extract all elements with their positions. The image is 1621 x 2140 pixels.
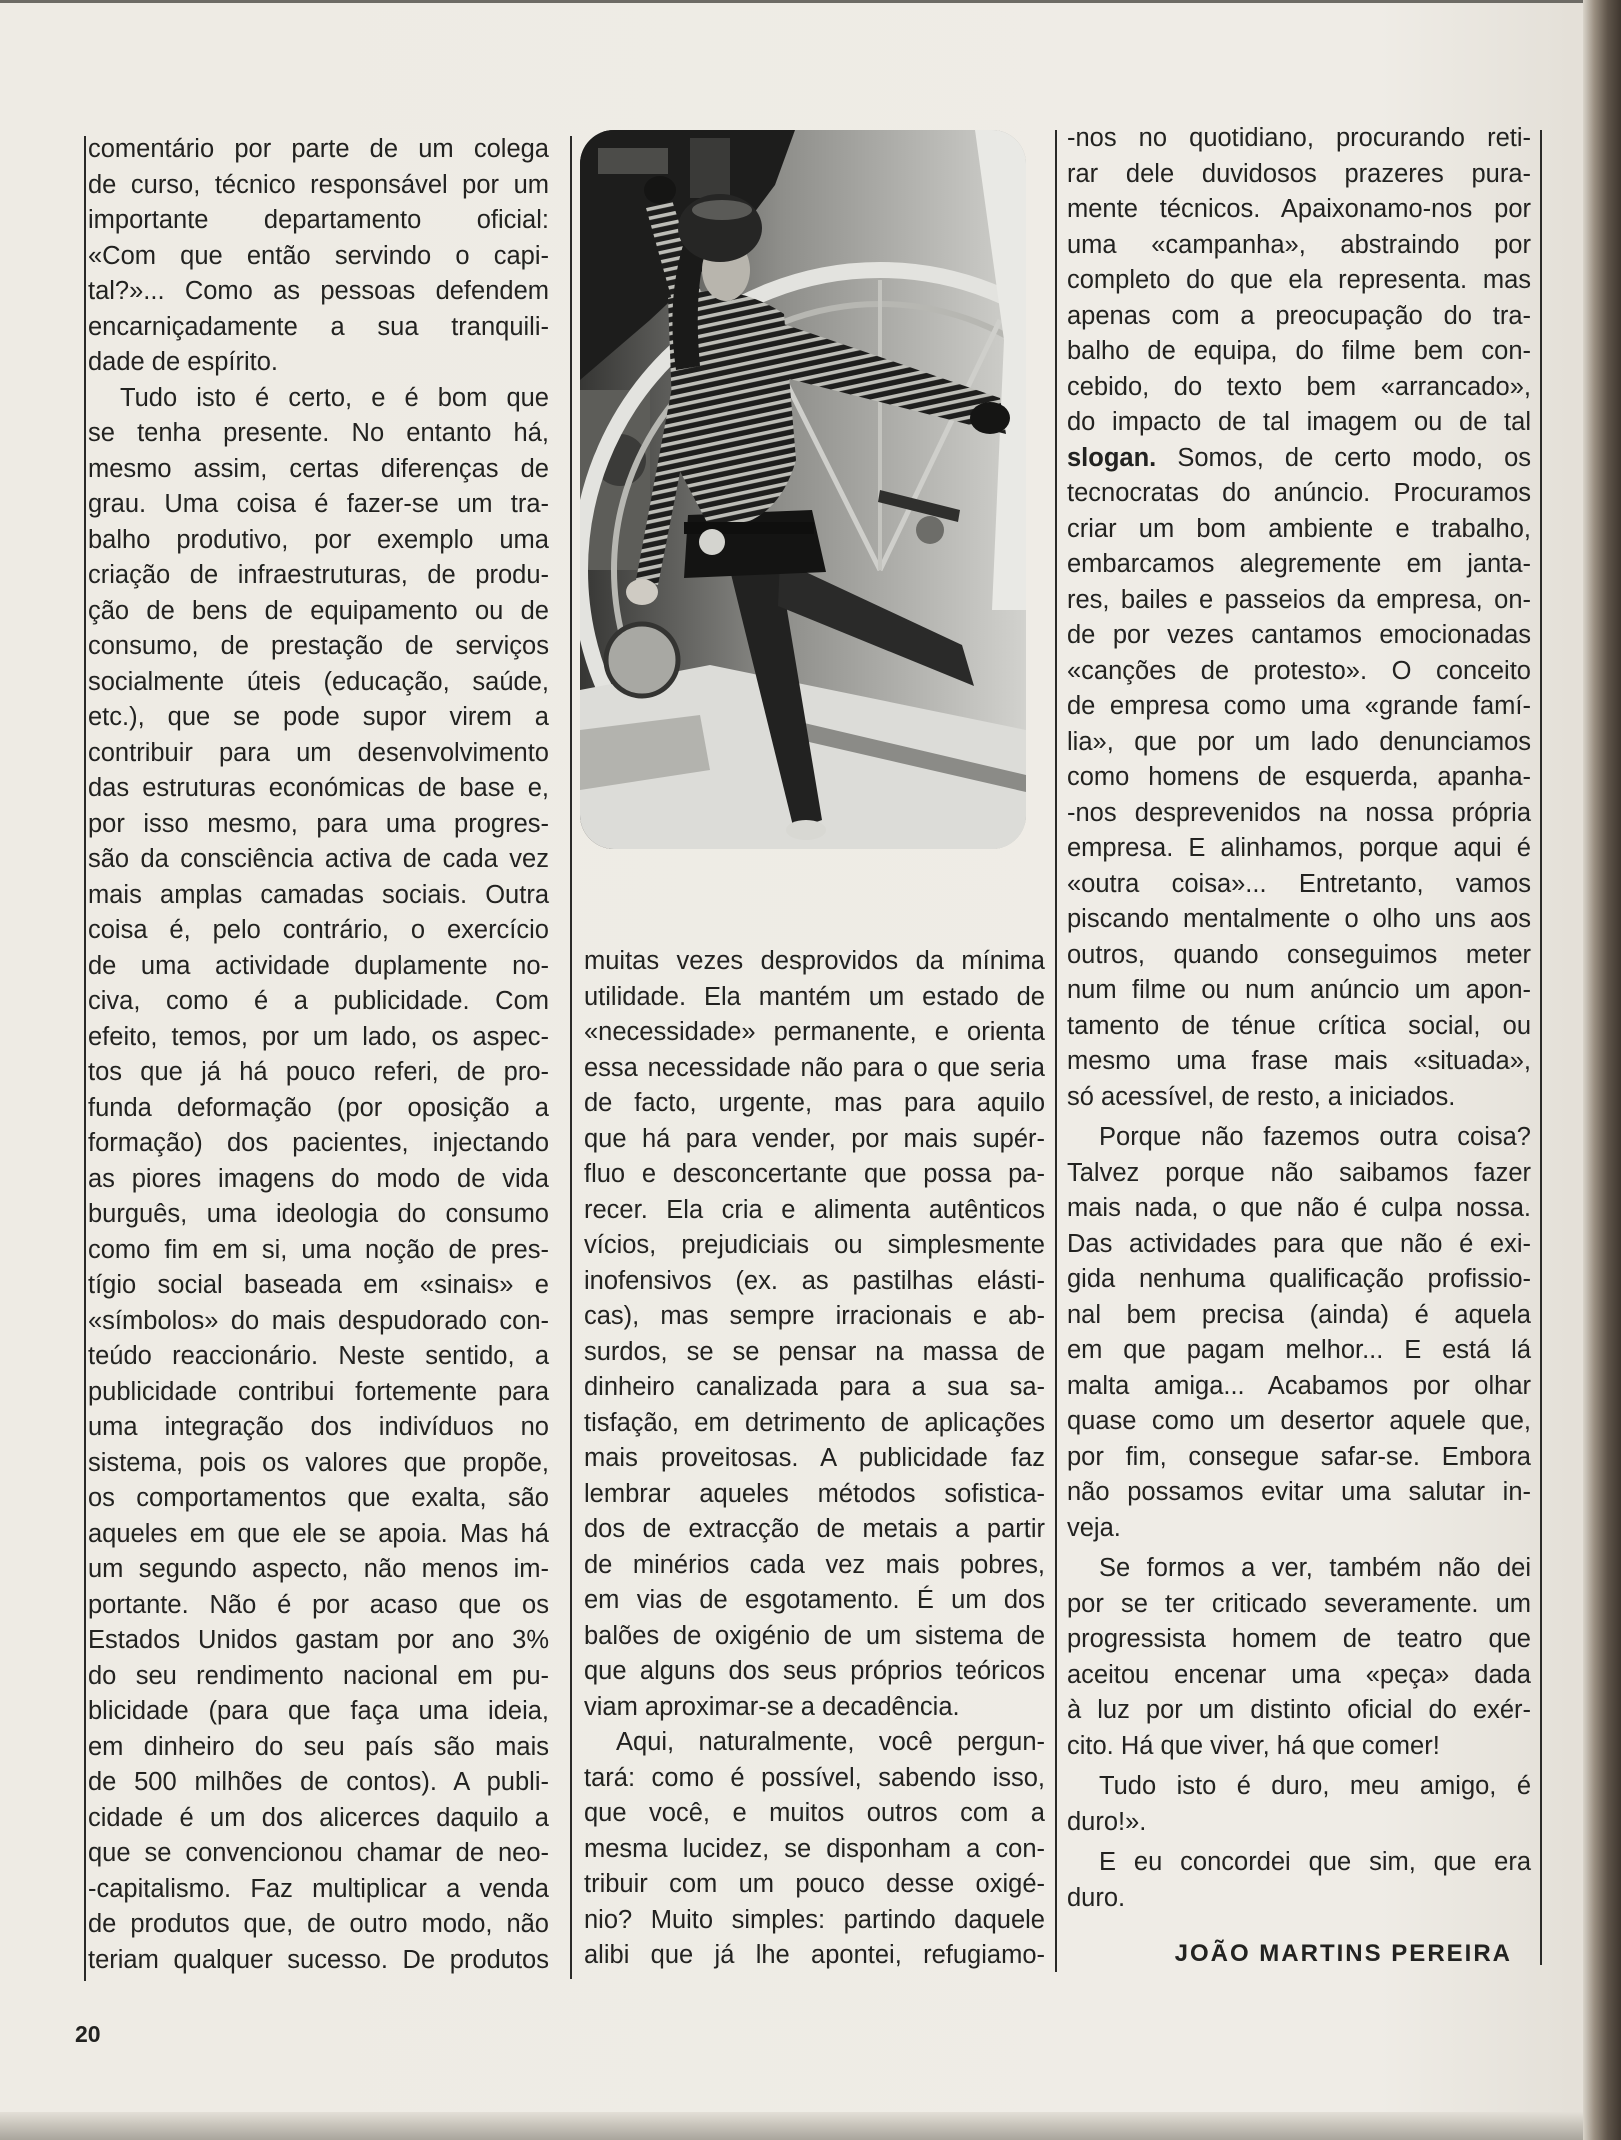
article-line: muitas vezes desprovidos da mínima xyxy=(584,947,1045,975)
article-line: tecnocratas do anúncio. Procuramos xyxy=(1067,479,1531,507)
article-line: que alguns dos seus próprios teóricos xyxy=(584,1657,1045,1685)
article-line: -nos no quotidiano, procurando reti- xyxy=(1067,124,1531,152)
article-line: gida nenhuma qualificação profissio- xyxy=(1067,1265,1531,1293)
article-line: um segundo aspecto, não menos im- xyxy=(88,1555,549,1583)
article-line: funda deformação (por oposição a xyxy=(88,1093,549,1122)
article-line: cas), mas sempre irracionais e ab- xyxy=(584,1302,1045,1330)
article-line: civa, como é a publicidade. Com xyxy=(88,987,549,1015)
article-line: essa necessidade não para o que seria xyxy=(584,1053,1045,1082)
article-line: como homens de esquerda, apanha- xyxy=(1067,763,1531,791)
article-line: Das actividades para que não é exi- xyxy=(1067,1229,1531,1258)
article-line: mesmo assim, certas diferenças de xyxy=(88,454,549,483)
article-line: por se ter criticado severamente. um xyxy=(1067,1589,1531,1618)
article-line: tisfação, em detrimento de aplicações xyxy=(584,1408,1045,1437)
column-rule-left xyxy=(84,136,86,1981)
article-line: Se formos a ver, também não dei xyxy=(1099,1554,1531,1582)
page-top-edge xyxy=(0,0,1621,3)
article-line: de 500 milhões de contos). A publi- xyxy=(88,1768,549,1796)
article-line: mesma lucidez, se disponham a con- xyxy=(584,1834,1045,1863)
article-line: mesmo uma frase mais «situada», xyxy=(1067,1047,1531,1075)
page-number: 20 xyxy=(75,2021,101,2047)
article-line: não possamos evitar uma salutar in- xyxy=(1067,1478,1531,1506)
article-line: que se convencionou chamar de neo- xyxy=(88,1839,549,1867)
article-line: por isso mesmo, para uma progres- xyxy=(88,809,549,838)
article-line: outros, quando conseguimos meter xyxy=(1067,940,1531,969)
article-line: cebido, do texto bem «arrancado», xyxy=(1067,372,1531,401)
page-binding-edge xyxy=(1583,0,1621,2140)
article-line: embarcamos alegremente em janta- xyxy=(1067,550,1531,578)
article-line: em dinheiro do seu país são mais xyxy=(88,1732,549,1761)
article-line: «canções de protesto». O conceito xyxy=(1067,656,1531,685)
article-line: das estruturas económicas de base e, xyxy=(88,774,549,802)
article-line: -capitalismo. Faz multiplicar a venda xyxy=(88,1874,549,1903)
article-line: teriam qualquer sucesso. De produtos xyxy=(88,1945,549,1974)
article-line: dinheiro canalizada para a sua sa- xyxy=(584,1373,1045,1401)
article-line: do seu rendimento nacional em pu- xyxy=(88,1661,549,1690)
article-line: Tudo isto é certo, e é bom que xyxy=(120,383,549,412)
article-line: só acessível, de resto, a iniciados. xyxy=(1067,1082,1456,1111)
article-line: são da consciência activa de cada vez xyxy=(88,845,549,873)
article-line: recer. Ela cria e alimenta autênticos xyxy=(584,1195,1045,1224)
article-line: encarniçadamente a sua tranquili- xyxy=(88,312,549,341)
article-line: se tenha presente. No entanto há, xyxy=(88,419,549,447)
article-line: de curso, técnico responsável por um xyxy=(88,170,549,199)
article-line: grau. Uma coisa é fazer-se um tra- xyxy=(88,490,549,518)
article-line: tígio social baseada em «sinais» e xyxy=(88,1271,549,1299)
article-line: que há para vender, por mais supér- xyxy=(584,1124,1045,1153)
article-line: as piores imagens do modo de vida xyxy=(88,1164,549,1193)
column-rule-2-3 xyxy=(1055,130,1057,1972)
article-line: burguês, uma ideologia do consumo xyxy=(88,1200,549,1228)
article-line: «símbolos» do mais despudorado con- xyxy=(88,1306,549,1335)
article-column-1 xyxy=(88,132,549,1978)
article-line: tos que já há pouco referi, de pro- xyxy=(88,1058,549,1086)
article-line: como fim em si, uma noção de pres- xyxy=(88,1235,549,1264)
article-line: E eu concordei que sim, que era xyxy=(1099,1848,1531,1876)
article-line: dade de espírito. xyxy=(88,348,278,376)
article-line: piscando mentalmente o olho uns aos xyxy=(1067,905,1531,933)
article-line: em vias de esgotamento. É um dos xyxy=(584,1586,1045,1614)
article-line: quase como um desertor aquele que, xyxy=(1067,1407,1531,1435)
article-column-2 xyxy=(584,944,1045,1974)
article-line: de minérios cada vez mais pobres, xyxy=(584,1550,1045,1579)
article-line: que você, e muitos outros com a xyxy=(584,1799,1045,1827)
column-rule-1-2 xyxy=(570,136,572,1979)
article-line: mais proveitosas. A publicidade faz xyxy=(584,1444,1045,1472)
article-line: inofensivos (ex. as pastilhas elásti- xyxy=(584,1266,1045,1295)
article-line: publicidade contribui fortemente para xyxy=(88,1377,549,1406)
article-line: fluo e desconcertante que possa pa- xyxy=(584,1160,1045,1188)
article-line: teúdo reaccionário. Neste sentido, a xyxy=(88,1342,549,1370)
article-line: empresa. E alinhamos, porque aqui é xyxy=(1067,834,1531,862)
article-line: consumo, de prestação de serviços xyxy=(88,632,549,660)
article-line: duro. xyxy=(1067,1883,1126,1912)
article-line: de empresa como uma «grande famí- xyxy=(1067,692,1531,720)
article-line: comentário por parte de um colega xyxy=(88,135,549,163)
article-line: ção de bens de equipamento ou de xyxy=(88,596,549,625)
article-line: coisa é, pelo contrário, o exercício xyxy=(88,916,549,944)
article-line: uma «campanha», abstraindo por xyxy=(1067,230,1531,259)
article-line: utilidade. Ela mantém um estado de xyxy=(584,982,1045,1011)
article-line: blicidade (para que faça uma ideia, xyxy=(88,1697,549,1725)
emphasized-term: slogan. xyxy=(1067,443,1157,472)
article-line: cidade é um dos alicerces daquilo a xyxy=(88,1803,549,1832)
article-line: balões de oxigénio de um sistema de xyxy=(584,1621,1045,1650)
article-line: portante. Não é por acaso que os xyxy=(88,1590,549,1619)
article-line: surdos, se se pensar na massa de xyxy=(584,1337,1045,1366)
article-line: dos de extracção de metais a partir xyxy=(584,1515,1045,1543)
article-line: criação de infraestruturas, de produ- xyxy=(88,561,549,589)
article-line: alibi que já lhe apontei, refugiamo- xyxy=(584,1941,1045,1969)
author-signature: JOÃO MARTINS PEREIRA xyxy=(1174,1940,1512,1967)
article-line: res, bailes e passeios da empresa, on- xyxy=(1067,585,1531,614)
article-line xyxy=(1067,441,1531,477)
article-line: Estados Unidos gastam por ano 3% xyxy=(88,1626,549,1654)
article-line: em que pagam melhor... E está lá xyxy=(1067,1336,1531,1364)
page-bottom-edge xyxy=(0,2112,1583,2140)
article-line: Tudo isto é duro, meu amigo, é xyxy=(1099,1772,1531,1800)
article-line: tal?»... Como as pessoas defendem xyxy=(88,277,549,305)
article-line: mais amplas camadas sociais. Outra xyxy=(88,880,549,909)
article-line: -nos desprevenidos na nossa própria xyxy=(1067,798,1531,827)
article-line: num filme ou num anúncio um apon- xyxy=(1067,976,1531,1004)
article-line: de uma actividade duplamente no- xyxy=(88,951,549,980)
article-line: Talvez porque não saibamos fazer xyxy=(1067,1158,1531,1187)
article-line: socialmente úteis (educação, saúde, xyxy=(88,667,549,696)
photo-scene xyxy=(580,130,1026,849)
article-line: de facto, urgente, mas para aquilo xyxy=(584,1089,1045,1117)
article-line: aceitou encenar uma «peça» dada xyxy=(1067,1660,1531,1689)
article-line: mente técnicos. Apaixonamo-nos por xyxy=(1067,195,1531,223)
article-line: completo do que ela representa. mas xyxy=(1067,266,1531,294)
article-line: vícios, prejudiciais ou simplesmente xyxy=(584,1231,1045,1259)
article-line: progressista homem de teatro que xyxy=(1067,1625,1531,1653)
article-line: sistema, pois os valores que propõe, xyxy=(88,1448,549,1477)
article-line: importante departamento oficial: xyxy=(88,206,549,234)
article-line: Porque não fazemos outra coisa? xyxy=(1099,1123,1531,1151)
article-line: apenas com a preocupação do tra- xyxy=(1067,301,1531,330)
article-line: à luz por um distinto oficial do exér- xyxy=(1067,1696,1531,1724)
article-line: lembrar aqueles métodos sofistica- xyxy=(584,1479,1045,1508)
column-rule-right xyxy=(1540,130,1542,1965)
article-line: uma integração dos indivíduos no xyxy=(88,1413,549,1441)
article-line: rar dele duvidosos prazeres pura- xyxy=(1067,159,1531,188)
article-line: malta amiga... Acabamos por olhar xyxy=(1067,1371,1531,1400)
article-line: aqueles em que ele se apoia. Mas há xyxy=(88,1519,549,1548)
article-line: veja. xyxy=(1067,1513,1121,1542)
article-line: tará: como é possível, sabendo isso, xyxy=(584,1763,1045,1792)
article-line: de por vezes cantamos emocionadas xyxy=(1067,621,1531,649)
article-line: os comportamentos que exalta, são xyxy=(88,1484,549,1512)
article-line: duro!». xyxy=(1067,1807,1147,1836)
article-column-3 xyxy=(1067,121,1531,1916)
article-line: lia», que por um lado denunciamos xyxy=(1067,727,1531,756)
article-line: contribuir para um desenvolvimento xyxy=(88,738,549,767)
article-line: nal bem precisa (ainda) é aquela xyxy=(1067,1300,1531,1329)
article-line: efeito, temos, por um lado, os aspec- xyxy=(88,1022,549,1051)
article-line: «necessidade» permanente, e orienta xyxy=(584,1018,1045,1046)
article-line: Aqui, naturalmente, você pergun- xyxy=(616,1728,1045,1756)
article-line: «Com que então servindo o capi- xyxy=(88,241,549,270)
article-line: balho produtivo, por exemplo uma xyxy=(88,525,549,554)
article-line: do impacto de tal imagem ou de tal xyxy=(1067,408,1531,436)
article-line: etc.), que se pode supor virem a xyxy=(88,703,549,731)
article-line: por fim, consegue safar-se. Embora xyxy=(1067,1442,1531,1471)
article-photo xyxy=(580,130,1026,849)
article-line: de produtos que, de outro modo, não xyxy=(88,1910,549,1938)
article-line: balho de equipa, do filme bem con- xyxy=(1067,337,1531,365)
article-line: cito. Há que viver, há que comer! xyxy=(1067,1731,1440,1760)
article-line: «outra coisa»... Entretanto, vamos xyxy=(1067,869,1531,898)
article-line: nio? Muito simples: partindo daquele xyxy=(584,1905,1045,1934)
line-text: Somos, de certo modo, os xyxy=(1156,443,1531,472)
article-line: tamento de ténue crítica social, ou xyxy=(1067,1011,1531,1040)
article-line: tribuir com um pouco desse oxigé- xyxy=(584,1870,1045,1898)
article-line: criar um bom ambiente e trabalho, xyxy=(1067,514,1531,543)
article-line: viam aproximar-se a decadência. xyxy=(584,1692,960,1721)
article-line: formação) dos pacientes, injectando xyxy=(88,1129,549,1157)
article-line: mais nada, o que não é culpa nossa. xyxy=(1067,1194,1531,1222)
